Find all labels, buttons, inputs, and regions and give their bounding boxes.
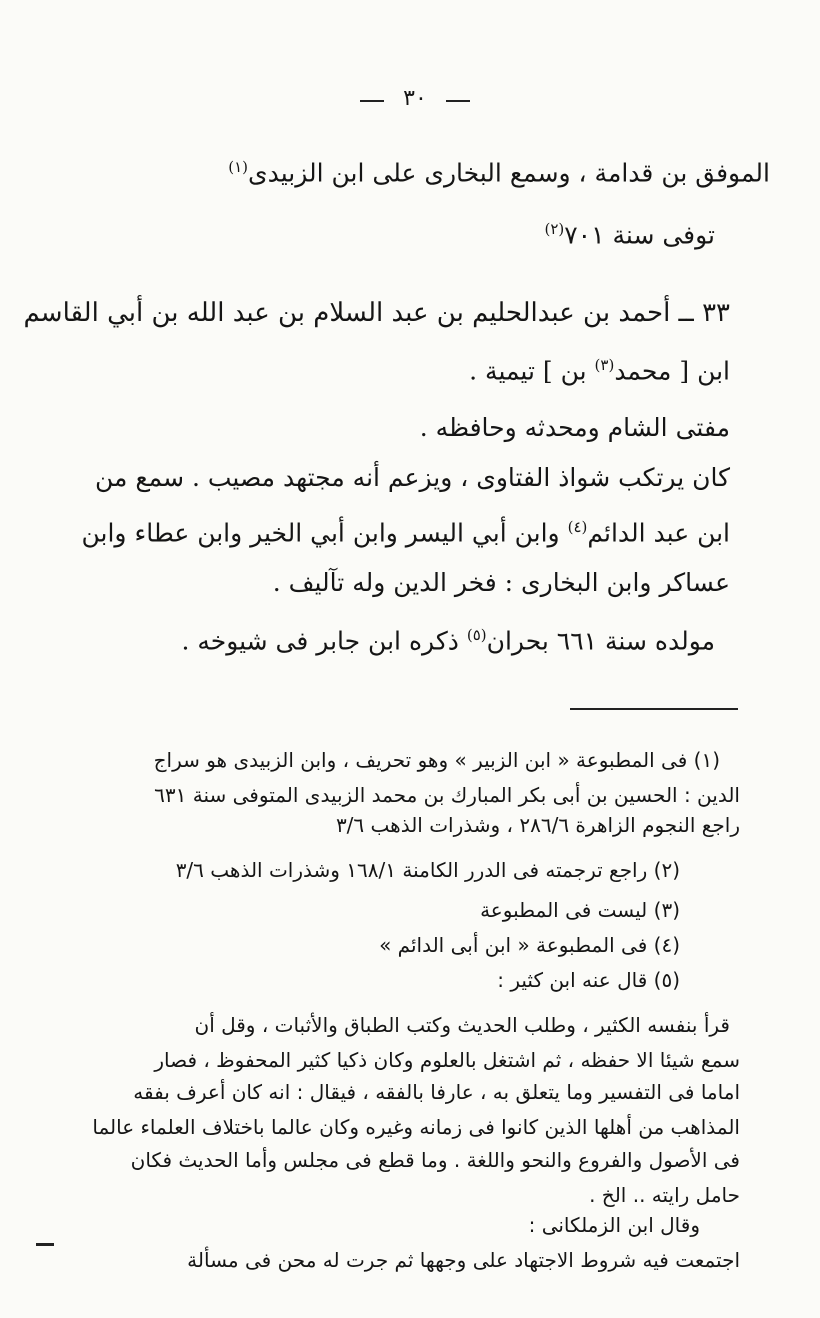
footnote-5-quote-line-3: اماما فى التفسير وما يتعلق به ، عارفا بالفقه ، فيقال : انه كان أعرف بفقه — [133, 1080, 740, 1104]
entry-33-name-end: بن ] تيمية . — [469, 356, 595, 386]
page-number: ٣٠ — [360, 86, 470, 111]
entry-33-name-start: ابن [ محمد — [614, 356, 730, 386]
entry-33-teacher-first: ابن عبد الدائم — [587, 518, 730, 548]
footnote-3: (٣) ليست فى المطبوعة — [480, 898, 680, 922]
footnote-5-quote-line-2: سمع شيئا الا حفظه ، ثم اشتغل بالعلوم وكان ذكيا كثير المحفوظ ، فصار — [154, 1048, 740, 1072]
footnote-5-quote-line-6: حامل رايته .. الخ . — [589, 1183, 740, 1207]
footnote-marker-5: (٥) — [466, 626, 487, 644]
entry-33-biography-line-3: عساكر وابن البخارى : فخر الدين وله تآليف . — [272, 568, 730, 597]
footnote-5-intro: (٥) قال عنه ابن كثير : — [497, 968, 680, 992]
entry-33-biography-line-2 — [81, 518, 731, 548]
footnote-marker-4: (٤) — [567, 518, 588, 536]
previous-entry-line-2 — [544, 220, 715, 250]
previous-entry-line-1 — [228, 158, 770, 188]
footnote-1-line-2: الدين : الحسين بن أبى بكر المبارك بن محمد الزبيدى المتوفى سنة ٦٣١ — [154, 783, 740, 807]
footnote-1-line-3: راجع النجوم الزاهرة ٢٨٦/٦ ، وشذرات الذهب ٣/٦ — [335, 813, 740, 837]
footnote-5-quote-line-1: قرأ بنفسه الكثير ، وطلب الحديث وكتب الطباق والأثبات ، وقل أن — [194, 1013, 730, 1037]
previous-entry-line-1-text: الموفق بن قدامة ، وسمع البخارى على ابن الزبيدى — [248, 158, 770, 188]
entry-33-birth-start: مولده سنة ٦٦١ بحران — [486, 626, 715, 656]
entry-33-birth-line — [181, 626, 715, 656]
continuation-dash — [36, 1243, 54, 1246]
zamlakani-quote-intro: وقال ابن الزملكانى : — [528, 1213, 700, 1237]
footnote-1-line-1: (١) فى المطبوعة « ابن الزبير » وهو تحريف ، وابن الزبيدى هو سراج — [153, 748, 720, 772]
entry-33-biography-line-1: كان يرتكب شواذ الفتاوى ، ويزعم أنه مجتهد مصيب . سمع من — [94, 463, 730, 492]
footnote-4: (٤) فى المطبوعة « ابن أبى الدائم » — [379, 933, 680, 957]
footnote-marker-3: (٣) — [594, 356, 615, 374]
footnote-2: (٢) راجع ترجمته فى الدرر الكامنة ١٦٨/١ وشذرات الذهب ٣/٦ — [175, 858, 680, 882]
footnote-marker-1: (١) — [228, 158, 249, 176]
zamlakani-quote: اجتمعت فيه شروط الاجتهاد على وجهها ثم جرت له محن فى مسألة — [187, 1248, 740, 1272]
entry-33-name-line-1: ٣٣ ــ أحمد بن عبدالحليم بن عبد السلام بن عبد الله بن أبي القاسم — [23, 298, 730, 328]
entry-33-role: مفتى الشام ومحدثه وحافظه . — [419, 413, 730, 442]
footnote-5-quote-line-5: فى الأصول والفروع والنحو واللغة . وما قطع فى مجلس وأما الحديث فكان — [130, 1148, 740, 1172]
entry-33-birth-end: ذكره ابن جابر فى شيوخه . — [181, 626, 467, 656]
entry-33-teachers-rest: وابن أبي اليسر وابن أبي الخير وابن عطاء وابن — [81, 518, 568, 548]
entry-33-name-line-2 — [469, 356, 730, 386]
footnote-marker-2: (٢) — [544, 220, 565, 238]
footnote-separator — [570, 708, 738, 710]
footnote-5-quote-line-4: المذاهب من أهلها الذين كانوا فى زمانه وغيره وكان عالما باختلاف العلماء عالما — [92, 1115, 740, 1139]
previous-entry-death-year: توفى سنة ٧٠١ — [564, 220, 715, 250]
